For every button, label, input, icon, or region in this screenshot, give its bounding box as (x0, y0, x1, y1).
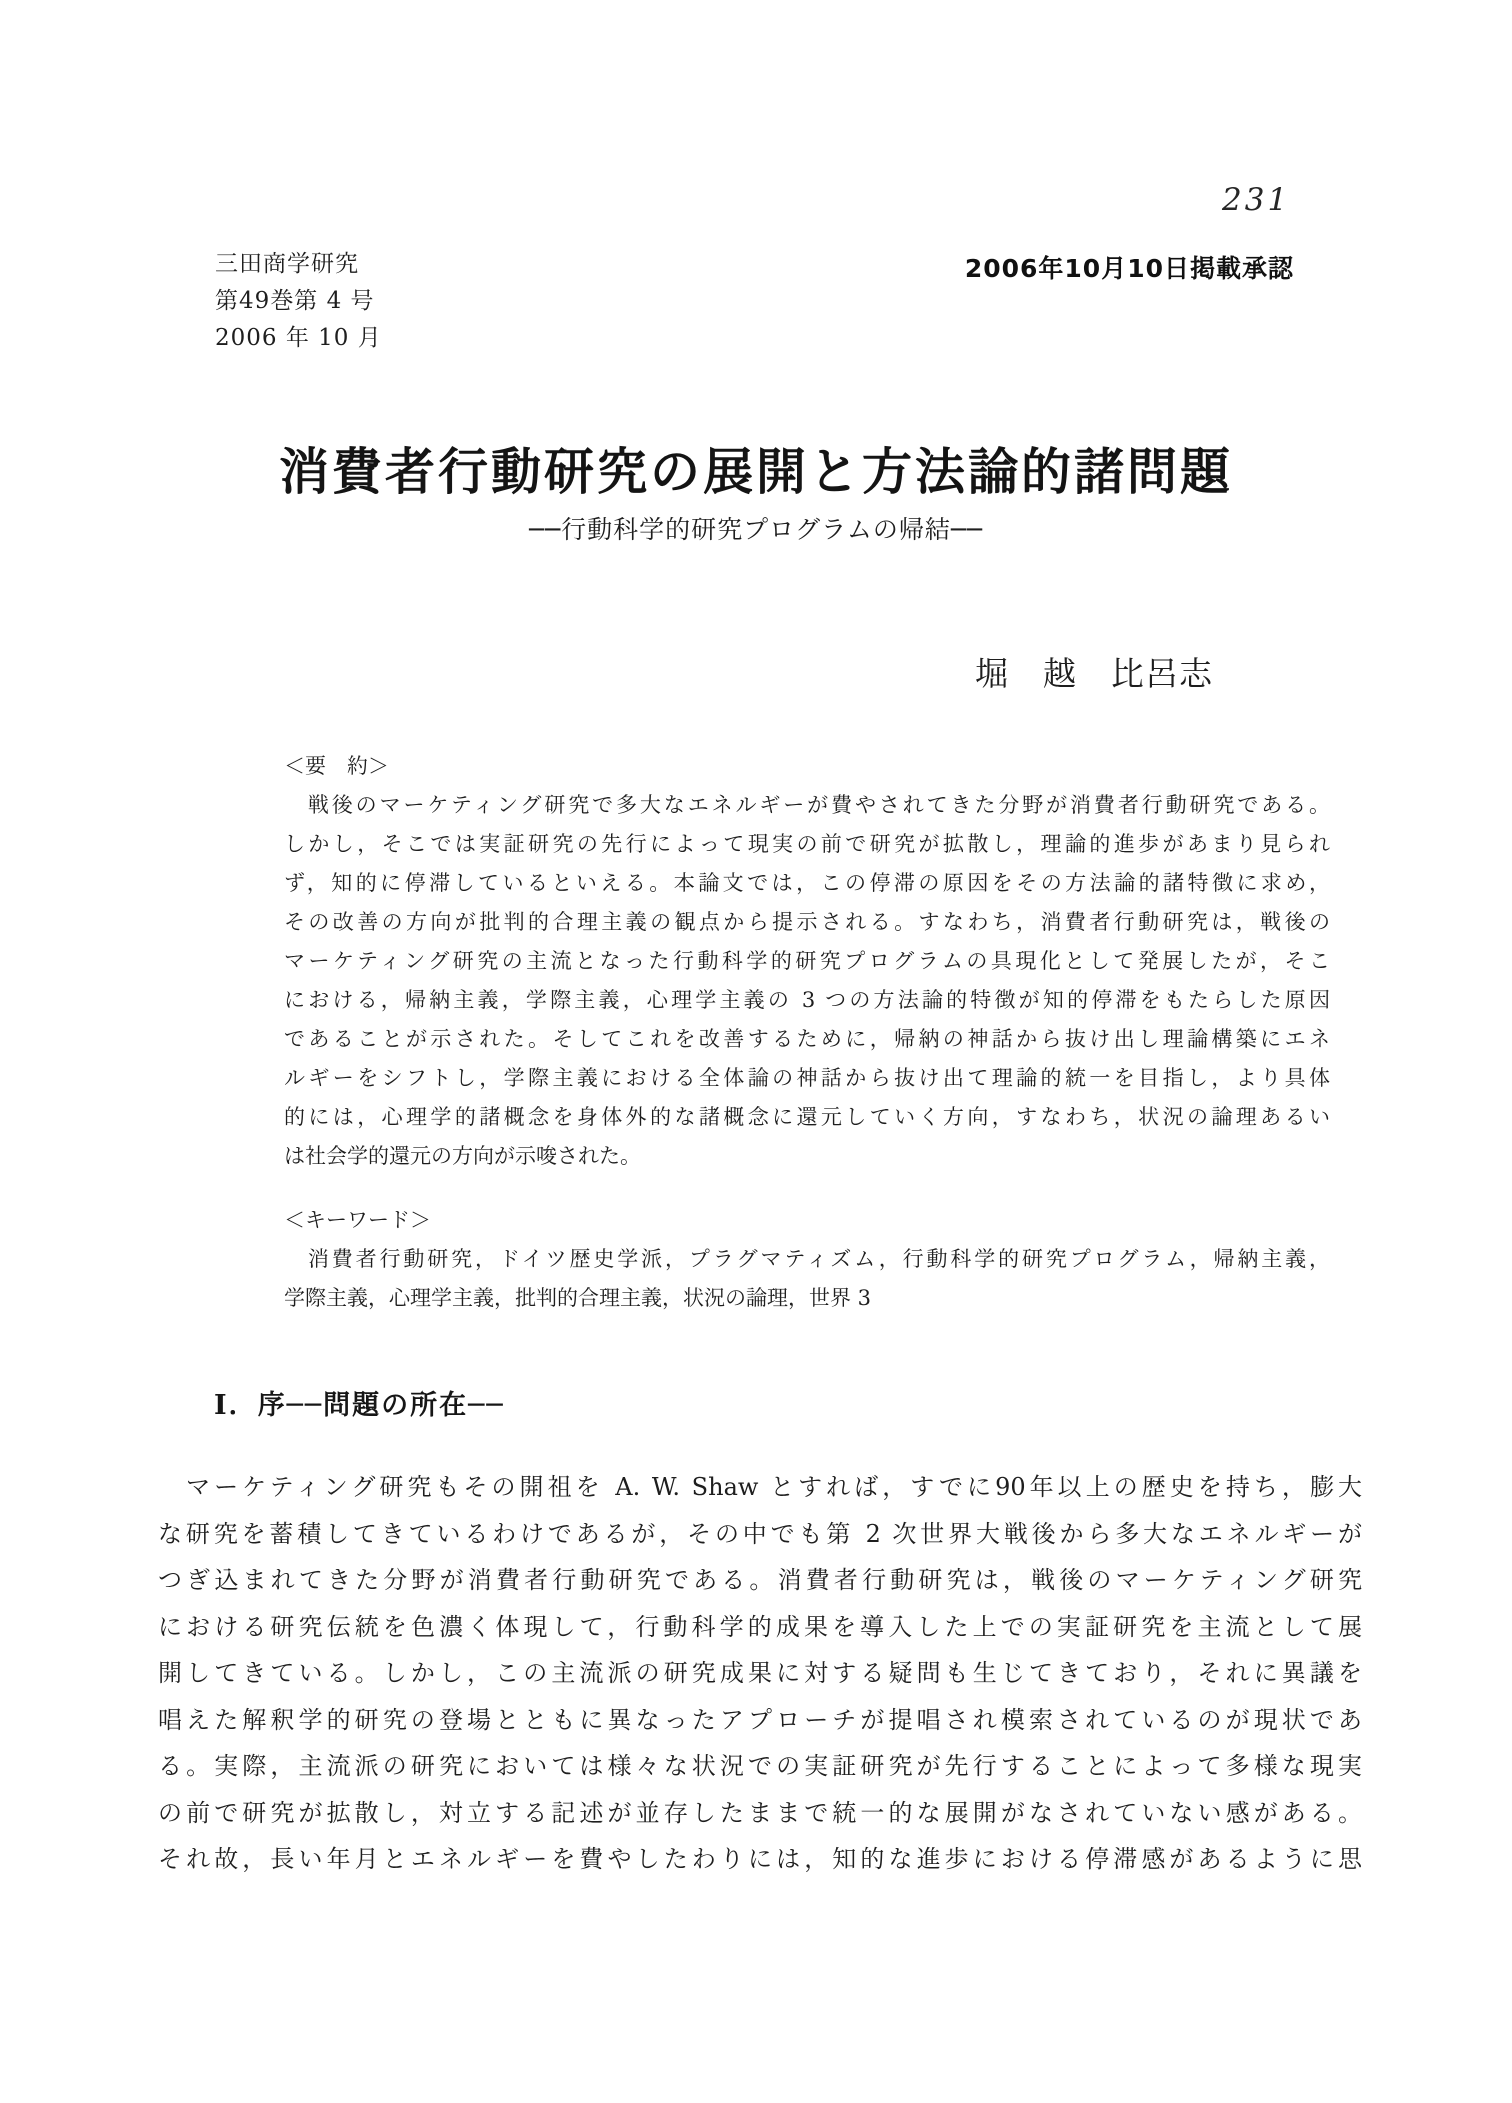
abstract-line: その改善の方向が批判的合理主義の観点から提示される。すなわち，消費者行動研究は，戦後の (284, 910, 1330, 934)
journal-issue: 第49巻第 4 号 (215, 288, 375, 314)
journal-info-block (215, 246, 382, 357)
intro-paragraph (158, 1464, 1362, 1883)
abstract-line: ルギーをシフトし，学際主義における全体論の神話から抜け出て理論的統一を目指し，より具体 (284, 1066, 1330, 1090)
paper-subtitle: ──行動科学的研究プログラムの帰結── (529, 515, 983, 544)
body-line: 開してきている。しかし，この主流派の研究成果に対する疑問も生じてきており，それに異議を (158, 1659, 1362, 1687)
keywords-section (284, 1201, 1330, 1318)
keywords-line: 消費者行動研究，ドイツ歴史学派，プラグマティズム，行動科学的研究プログラム，帰納主義， (284, 1247, 1330, 1271)
abstract-line: マーケティング研究の主流となった行動科学的研究プログラムの具現化として発展したが，そこ (284, 949, 1330, 973)
abstract-line: しかし，そこでは実証研究の先行によって現実の前で研究が拡散し，理論的進歩があまり見られ (284, 832, 1330, 856)
author-name: 堀 越 比呂志 (975, 654, 1213, 693)
abstract-line: における，帰納主義，学際主義，心理学主義の 3 つの方法論的特徴が知的停滞をもたらした原因 (284, 988, 1330, 1012)
abstract-heading: ＜要 約＞ (284, 754, 389, 778)
approval-note: 2006年10月10日掲載承認 (964, 254, 1294, 283)
section-heading: Ⅰ．序──問題の所在── (214, 1390, 505, 1421)
abstract-line: 戦後のマーケティング研究で多大なエネルギーが費やされてきた分野が消費者行動研究である。 (284, 793, 1330, 817)
body-line: における研究伝統を色濃く体現して，行動科学的成果を導入した上での実証研究を主流として展 (158, 1612, 1362, 1641)
body-line: 唱えた解釈学的研究の登場とともに異なったアプローチが提唱され模索されているのが現状であ (158, 1705, 1362, 1734)
body-line: マーケティング研究もその開祖を A. W. Shaw とすれば，すでに90年以上の歴史を持ち，膨大 (158, 1473, 1362, 1501)
journal-name: 三田商学研究 (215, 251, 359, 277)
body-line: な研究を蓄積してきているわけであるが，その中でも第 2 次世界大戦後から多大なエネルギーが (158, 1519, 1362, 1548)
body-line: る。実際，主流派の研究においては様々な状況での実証研究が先行することによって多様な現実 (158, 1752, 1362, 1780)
page-number: 231 (1222, 182, 1291, 218)
keywords-line: 学際主義，心理学主義，批判的合理主義，状況の論理，世界 3 (284, 1286, 872, 1310)
body-line: つぎ込まれてきた分野が消費者行動研究である。消費者行動研究は，戦後のマーケティング研究 (158, 1566, 1362, 1594)
abstract-line: は社会学的還元の方向が示唆された。 (284, 1144, 641, 1168)
abstract-line: ず，知的に停滞しているといえる。本論文では，この停滞の原因をその方法論的諸特徴に求め， (284, 871, 1330, 895)
keywords-heading: ＜キーワード＞ (284, 1208, 431, 1232)
abstract-line: であることが示された。そしてこれを改善するために，帰納の神話から抜け出し理論構築にエネ (284, 1027, 1330, 1051)
journal-date: 2006 年 10 月 (215, 325, 382, 351)
paper-title: 消費者行動研究の展開と方法論的諸問題 (279, 442, 1233, 501)
body-line: の前で研究が拡散し，対立する記述が並存したままで統一的な展開がなされていない感がある。 (158, 1798, 1362, 1827)
abstract-section (284, 747, 1330, 1176)
abstract-line: 的には，心理学的諸概念を身体外的な諸概念に還元していく方向，すなわち，状況の論理あるい (284, 1105, 1330, 1129)
body-line: それ故，長い年月とエネルギーを費やしたわりには，知的な進歩における停滞感があるように思 (158, 1845, 1362, 1873)
